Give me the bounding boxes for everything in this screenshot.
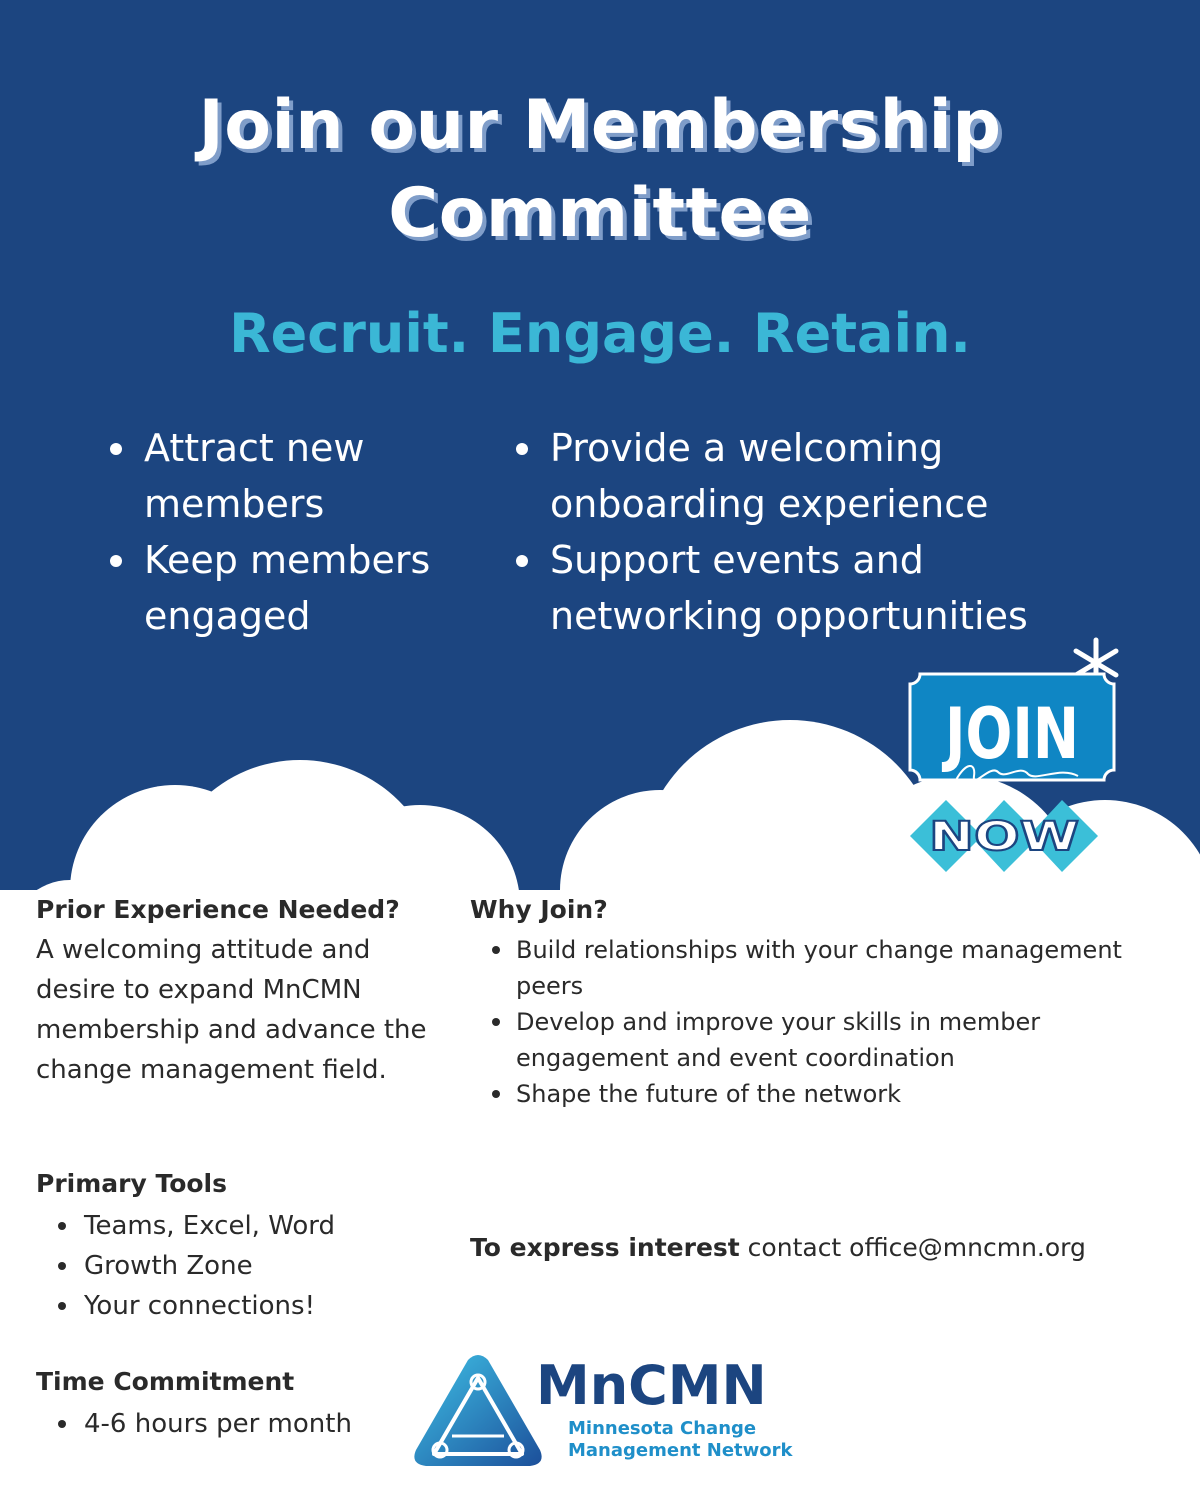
page-title [0,82,1200,258]
primary-tools-heading: Primary Tools [36,1169,228,1198]
goal-item: Keep members engaged [108,532,478,644]
title-line-2: Committee [388,174,812,253]
logo-name: MnCMN [536,1354,767,1417]
join-now-badge [900,630,1140,900]
prior-experience-section [36,892,436,1090]
primary-tools-list [36,1206,436,1326]
title-line-1: Join our Membership [198,86,1002,165]
contact-email-text: contact office@mncmn.org [739,1233,1086,1262]
time-commitment-heading: Time Commitment [36,1367,295,1396]
prior-experience-text: A welcoming attitude and desire to expand MnCMN membership and advance the change management field. [36,935,427,1085]
why-join-section [470,892,1150,1112]
goal-item: Support events and networking opportunities [514,532,1074,644]
mncmn-logo [410,1352,810,1474]
list-item: Teams, Excel, Word [36,1206,436,1246]
list-item: 4-6 hours per month [36,1404,436,1444]
time-commitment-section [36,1364,436,1444]
list-item: Develop and improve your skills in member engagement and event coordination [470,1004,1150,1076]
list-item: Build relationships with your change management peers [470,932,1150,1004]
logo-subtitle-line-2: Management Network [568,1440,793,1461]
join-word: JOIN [941,693,1079,775]
goal-item: Attract new members [108,420,478,532]
why-join-list [470,932,1150,1112]
goals-list-left [108,420,478,644]
logo-subtitle [568,1418,808,1462]
list-item: Growth Zone [36,1246,436,1286]
contact-line [470,1230,1170,1266]
now-word: NOW [929,814,1079,860]
contact-lead: To express interest [470,1233,740,1262]
time-commitment-list [36,1404,436,1444]
list-item: Your connections! [36,1286,436,1326]
primary-tools-section [36,1166,436,1326]
list-item: Shape the future of the network [470,1076,1150,1112]
goals-list-right [514,420,1074,644]
logo-subtitle-line-1: Minnesota Change [568,1418,757,1439]
goal-item: Provide a welcoming onboarding experience [514,420,1074,532]
tagline: Recruit. Engage. Retain. [229,302,971,365]
prior-experience-heading: Prior Experience Needed? [36,895,400,924]
triangle-logo-icon [410,1352,546,1472]
why-join-heading: Why Join? [470,895,608,924]
